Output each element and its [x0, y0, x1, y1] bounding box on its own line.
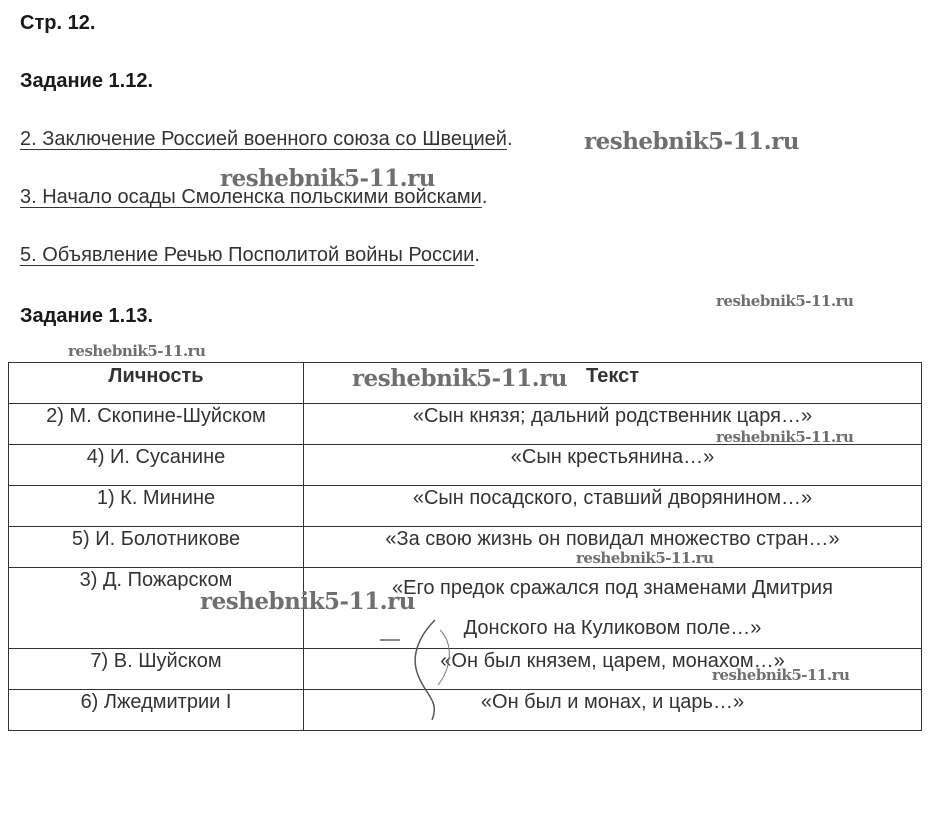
person-cell: 3) Д. Пожарском: [9, 568, 304, 649]
table-row: [9, 486, 922, 527]
person-cell: 2) М. Скопине-Шуйском: [9, 404, 304, 445]
text-line: Донского на Куликовом поле…»: [463, 617, 762, 639]
header-text: Текст: [304, 363, 922, 404]
text-cell: «Сын посадского, ставший дворянином…»: [304, 486, 922, 527]
person-cell: 4) И. Сусанине: [9, 445, 304, 486]
watermark-text: reshebnik5-11.ru: [584, 128, 799, 155]
watermark-text: reshebnik5-11.ru: [68, 342, 206, 360]
table-row: [9, 445, 922, 486]
person-cell: 5) И. Болотникове: [9, 527, 304, 568]
text-cell: «Он был и монах, и царь…»: [304, 690, 922, 731]
scribble-mark: [380, 600, 470, 730]
watermark-text: reshebnik5-11.ru: [200, 588, 415, 615]
answer-period: .: [481, 186, 488, 208]
text-line: «Его предок сражался под знаменами Дмитрия: [392, 577, 833, 599]
text-cell: «Он был князем, царем, монахом…»: [304, 649, 922, 690]
answer-text: 2. Заключение Россией военного союза со Швецией: [20, 128, 507, 150]
person-cell: 7) В. Шуйском: [9, 649, 304, 690]
answer-period: .: [474, 244, 480, 266]
table-row: [9, 527, 922, 568]
person-cell: 6) Лжедмитрии I: [9, 690, 304, 731]
task-1-12-title: Задание 1.12.: [20, 70, 154, 92]
watermark-text: reshebnik5-11.ru: [716, 292, 854, 310]
text-cell: «Сын князя; дальний родственник царя…»: [304, 404, 922, 445]
person-cell: 1) К. Минине: [9, 486, 304, 527]
header-person: Личность: [9, 363, 304, 404]
text-cell: «Сын крестьянина…»: [304, 445, 922, 486]
watermark-text: reshebnik5-11.ru: [220, 165, 435, 192]
watermark-text: reshebnik5-11.ru: [716, 428, 854, 446]
text-cell: «За свою жизнь он повидал множество стран…»: [304, 527, 922, 568]
watermark-text: reshebnik5-11.ru: [712, 666, 850, 684]
answer-period: .: [506, 128, 513, 150]
task-1-13-title: Задание 1.13.: [20, 305, 154, 327]
watermark-text: reshebnik5-11.ru: [576, 549, 714, 567]
answer-text: 5. Объявление Речью Посполитой войны России: [20, 244, 475, 266]
answer-text: 3. Начало осады Смоленска польскими войсками: [20, 186, 482, 208]
watermark-text: reshebnik5-11.ru: [352, 365, 567, 392]
answer-item: [20, 128, 513, 151]
answer-item: [20, 244, 480, 267]
page-label: Стр. 12.: [20, 12, 96, 34]
